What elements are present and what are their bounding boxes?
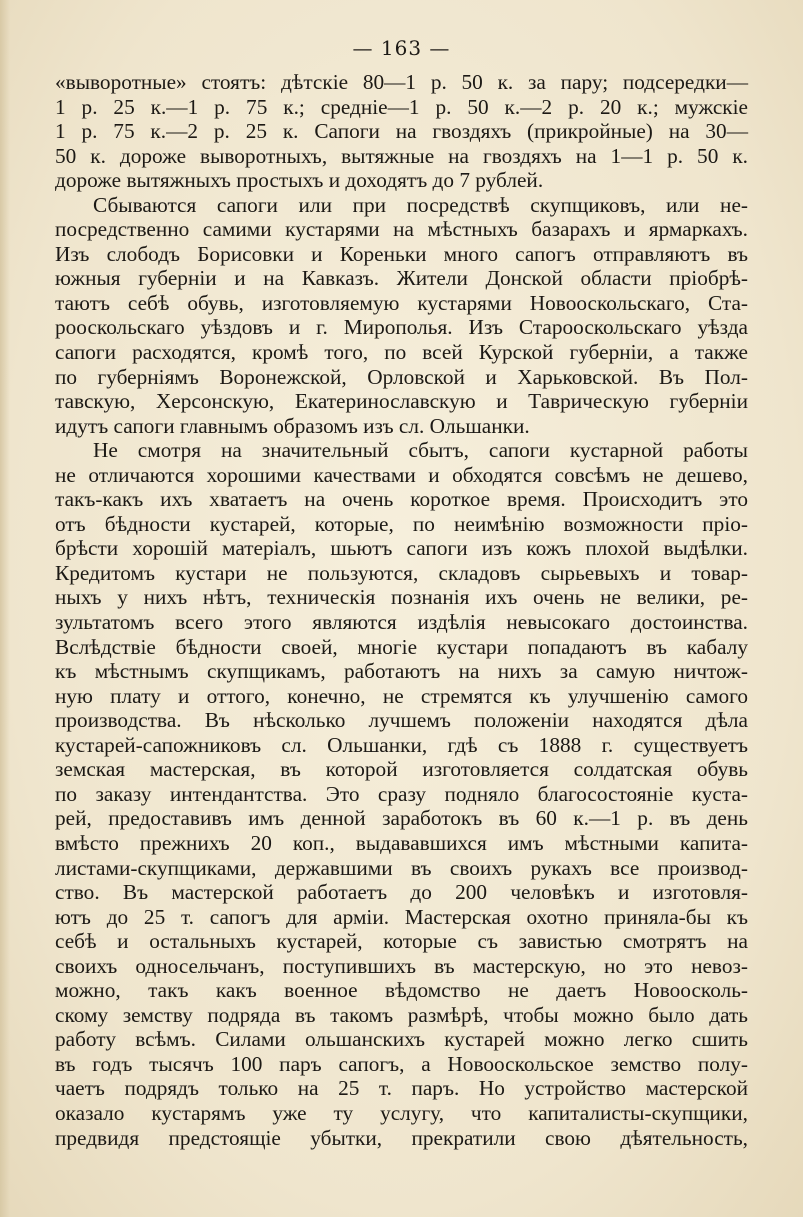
text-line: чаетъ подрядъ только на 25 т. паръ. Но устройство мастерской: [55, 1076, 748, 1101]
text-line: ныхъ у нихъ нѣтъ, техническія познанія ихъ очень не велики, ре-: [55, 585, 748, 610]
text-line: работу всѣмъ. Силами ольшанскихъ кустарей можно легко сшить: [55, 1027, 748, 1052]
text-line: брѣсти хорошій матеріалъ, шьютъ сапоги изъ кожъ плохой выдѣлки.: [55, 536, 748, 561]
text-line: зультатомъ всего этого являются издѣлія невысокаго достоинства.: [55, 610, 748, 635]
text-line: рей, предоставивъ имъ денной заработокъ въ 60 к.—1 р. въ день: [55, 806, 748, 831]
text-line: не отличаются хорошими качествами и обходятся совсѣмъ не дешево,: [55, 462, 748, 487]
text-line: 50 к. дороже выворотныхъ, вытяжные на гвоздяхъ на 1—1 р. 50 к.: [55, 143, 748, 168]
text-line: Изъ слободъ Борисовки и Кореньки много сапогъ отправляютъ въ: [55, 241, 748, 266]
text-line: Вслѣдствіе бѣдности своей, многіе кустари попадаютъ въ кабалу: [55, 634, 748, 659]
text-line: такъ-какъ ихъ хватаетъ на очень короткое время. Происходитъ это: [55, 487, 748, 512]
text-line: Не смотря на значительный сбытъ, сапоги кустарной работы: [93, 438, 748, 463]
text-line: Сбываются сапоги или при посредствѣ скупщиковъ, или не-: [93, 192, 748, 217]
text-line: листами-скупщиками, державшими въ своихъ рукахъ все производ-: [55, 855, 748, 880]
text-line: кустарей-сапожниковъ сл. Ольшанки, гдѣ съ 1888 г. существуетъ: [55, 732, 748, 757]
text-line: сапоги расходятся, кромѣ того, по всей Курской губерніи, а также: [55, 340, 748, 365]
text-line: посредственно самими кустарями на мѣстныхъ базарахъ и ярмаркахъ.: [55, 217, 748, 242]
text-line: дороже вытяжныхъ простыхъ и доходятъ до 7 рублей.: [55, 168, 544, 193]
body-text: [55, 70, 748, 1150]
text-line: земская мастерская, въ которой изготовляется солдатская обувь: [55, 757, 748, 782]
text-line: предвидя предстоящіе убытки, прекратили свою дѣятельность,: [55, 1125, 748, 1150]
text-line: себѣ и остальныхъ кустарей, которые съ завистью смотрятъ на: [55, 929, 748, 954]
text-line: рооскольскаго уѣздовъ и г. Мирополья. Изъ Старооскольскаго уѣзда: [55, 315, 748, 340]
page-edge-shadow: [0, 0, 10, 1217]
text-line: Кредитомъ кустари не пользуются, складовъ сырьевыхъ и товар-: [55, 560, 748, 585]
text-line: «выворотные» стоятъ: дѣтскіе 80—1 р. 50 к. за пару; подсередки—: [55, 70, 748, 94]
text-line: по заказу интендантства. Это сразу подняло благосостояніе куста-: [55, 781, 748, 806]
text-line: отъ бѣдности кустарей, которые, по неимѣнію возможности пріо-: [55, 511, 748, 536]
text-line: въ годъ тысячъ 100 паръ сапогъ, а Новооскольское земство полу-: [55, 1051, 748, 1076]
text-line: тавскую, Херсонскую, Екатеринославскую и Таврическую губерніи: [55, 389, 748, 414]
text-line: 1 р. 25 к.—1 р. 75 к.; средніе—1 р. 50 к.—2 р. 20 к.; мужскіе: [55, 94, 748, 119]
text-line: 1 р. 75 к.—2 р. 25 к. Сапоги на гвоздяхъ (прикройные) на 30—: [55, 119, 748, 144]
text-line: можно, такъ какъ военное вѣдомство не даетъ Новоосколь-: [55, 978, 748, 1003]
text-line: скому земству подряда въ такомъ размѣрѣ, чтобы можно было дать: [55, 1002, 748, 1027]
text-line: идутъ сапоги главнымъ образомъ изъ сл. Ольшанки.: [55, 413, 530, 438]
text-line: производства. Въ нѣсколько лучшемъ положеніи находятся дѣла: [55, 708, 748, 733]
text-line: по губерніямъ Воронежской, Орловской и Харьковской. Въ Пол-: [55, 364, 748, 389]
text-line: оказало кустарямъ уже ту услугу, что капиталисты-скупщики,: [55, 1100, 748, 1125]
text-line: ютъ до 25 т. сапогъ для арміи. Мастерская охотно приняла-бы къ: [55, 904, 748, 929]
text-line: вмѣсто прежнихъ 20 коп., выдававшихся имъ мѣстными капита-: [55, 830, 748, 855]
text-line: ство. Въ мастерской работаетъ до 200 человѣкъ и изготовля-: [55, 880, 748, 905]
page-number: — 163 —: [352, 36, 451, 60]
text-line: своихъ односельчанъ, поступившихъ въ мастерскую, но это невоз-: [55, 953, 748, 978]
text-line: къ мѣстнымъ скупщикамъ, работаютъ на нихъ за самую ничтож-: [55, 659, 748, 684]
text-line: таютъ себѣ обувь, изготовляемую кустарями Новооскольскаго, Ста-: [55, 290, 748, 315]
text-line: ную плату и оттого, конечно, не стремятся къ улучшенію самого: [55, 683, 748, 708]
text-line: южныя губерніи и на Кавказъ. Жители Донской области пріобрѣ-: [55, 266, 748, 291]
